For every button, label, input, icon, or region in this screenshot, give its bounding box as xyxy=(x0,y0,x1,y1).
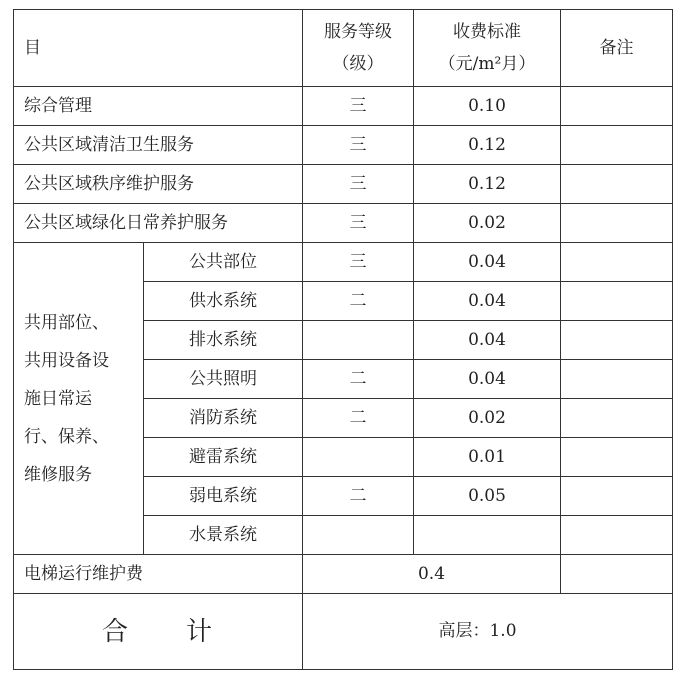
group-item-name: 弱电系统 xyxy=(144,477,303,516)
group-item-fee: 0.04 xyxy=(414,360,561,399)
group-label-line: 行、保养、 xyxy=(24,426,109,447)
fee-standard-table xyxy=(13,9,673,670)
group-item-name: 水景系统 xyxy=(144,516,303,555)
header-service-level xyxy=(303,10,414,87)
row-remark xyxy=(561,438,673,477)
row-remark xyxy=(561,126,673,165)
row-fee: 0.02 xyxy=(414,204,561,243)
group-item-name: 避雷系统 xyxy=(144,438,303,477)
header-level-line1: 服务等级 xyxy=(324,22,392,42)
row-remark xyxy=(561,399,673,438)
row-level: 三 xyxy=(303,126,414,165)
group-label-line: 共用设备设 xyxy=(24,350,109,371)
group-item-fee: 0.05 xyxy=(414,477,561,516)
header-level-line2: （级） xyxy=(332,54,384,74)
row-remark xyxy=(561,165,673,204)
group-item-name: 公共部位 xyxy=(144,243,303,282)
group-item-fee: 0.04 xyxy=(414,321,561,360)
table-row xyxy=(14,204,673,243)
group-item-name: 排水系统 xyxy=(144,321,303,360)
group-item-level: 二 xyxy=(303,399,414,438)
table-row xyxy=(14,243,673,282)
group-label-line: 共用部位、 xyxy=(24,312,109,333)
elevator-fee: 0.4 xyxy=(303,555,561,594)
group-item-fee: 0.04 xyxy=(414,282,561,321)
row-remark xyxy=(561,87,673,126)
row-remark xyxy=(561,477,673,516)
row-remark xyxy=(561,516,673,555)
row-remark xyxy=(561,204,673,243)
group-item-fee: 0.01 xyxy=(414,438,561,477)
table-row xyxy=(14,165,673,204)
row-remark xyxy=(561,555,673,594)
group-item-name: 消防系统 xyxy=(144,399,303,438)
row-level: 三 xyxy=(303,204,414,243)
elevator-name: 电梯运行维护费 xyxy=(14,555,303,594)
group-item-fee xyxy=(414,516,561,555)
total-label: 合 计 xyxy=(14,594,303,670)
row-fee: 0.12 xyxy=(414,126,561,165)
header-fee-standard xyxy=(414,10,561,87)
row-remark xyxy=(561,321,673,360)
row-remark xyxy=(561,243,673,282)
group-item-level xyxy=(303,438,414,477)
group-label-line: 维修服务 xyxy=(24,464,92,485)
row-name: 公共区域清洁卫生服务 xyxy=(14,126,303,165)
row-fee: 0.10 xyxy=(414,87,561,126)
group-item-name: 供水系统 xyxy=(144,282,303,321)
row-fee: 0.12 xyxy=(414,165,561,204)
group-item-level: 二 xyxy=(303,477,414,516)
header-remark: 备注 xyxy=(561,10,673,87)
row-name: 综合管理 xyxy=(14,87,303,126)
row-level: 三 xyxy=(303,87,414,126)
row-remark xyxy=(561,282,673,321)
group-item-level: 三 xyxy=(303,243,414,282)
group-label xyxy=(14,243,144,555)
header-fee-line2: （元/m²月） xyxy=(438,54,536,74)
group-item-fee: 0.02 xyxy=(414,399,561,438)
header-row xyxy=(14,10,673,87)
group-item-level xyxy=(303,516,414,555)
elevator-row xyxy=(14,555,673,594)
group-item-name: 公共照明 xyxy=(144,360,303,399)
total-value: 高层：1.0 xyxy=(303,594,673,670)
group-item-fee: 0.04 xyxy=(414,243,561,282)
group-item-level xyxy=(303,321,414,360)
row-name: 公共区域绿化日常养护服务 xyxy=(14,204,303,243)
group-label-line: 施日常运 xyxy=(24,388,92,409)
header-fee-line1: 收费标准 xyxy=(453,22,521,42)
group-item-level: 二 xyxy=(303,282,414,321)
header-item: 目 xyxy=(14,10,303,87)
row-level: 三 xyxy=(303,165,414,204)
row-name: 公共区域秩序维护服务 xyxy=(14,165,303,204)
row-remark xyxy=(561,360,673,399)
table-row xyxy=(14,126,673,165)
total-row xyxy=(14,594,673,670)
group-item-level: 二 xyxy=(303,360,414,399)
table-row xyxy=(14,87,673,126)
